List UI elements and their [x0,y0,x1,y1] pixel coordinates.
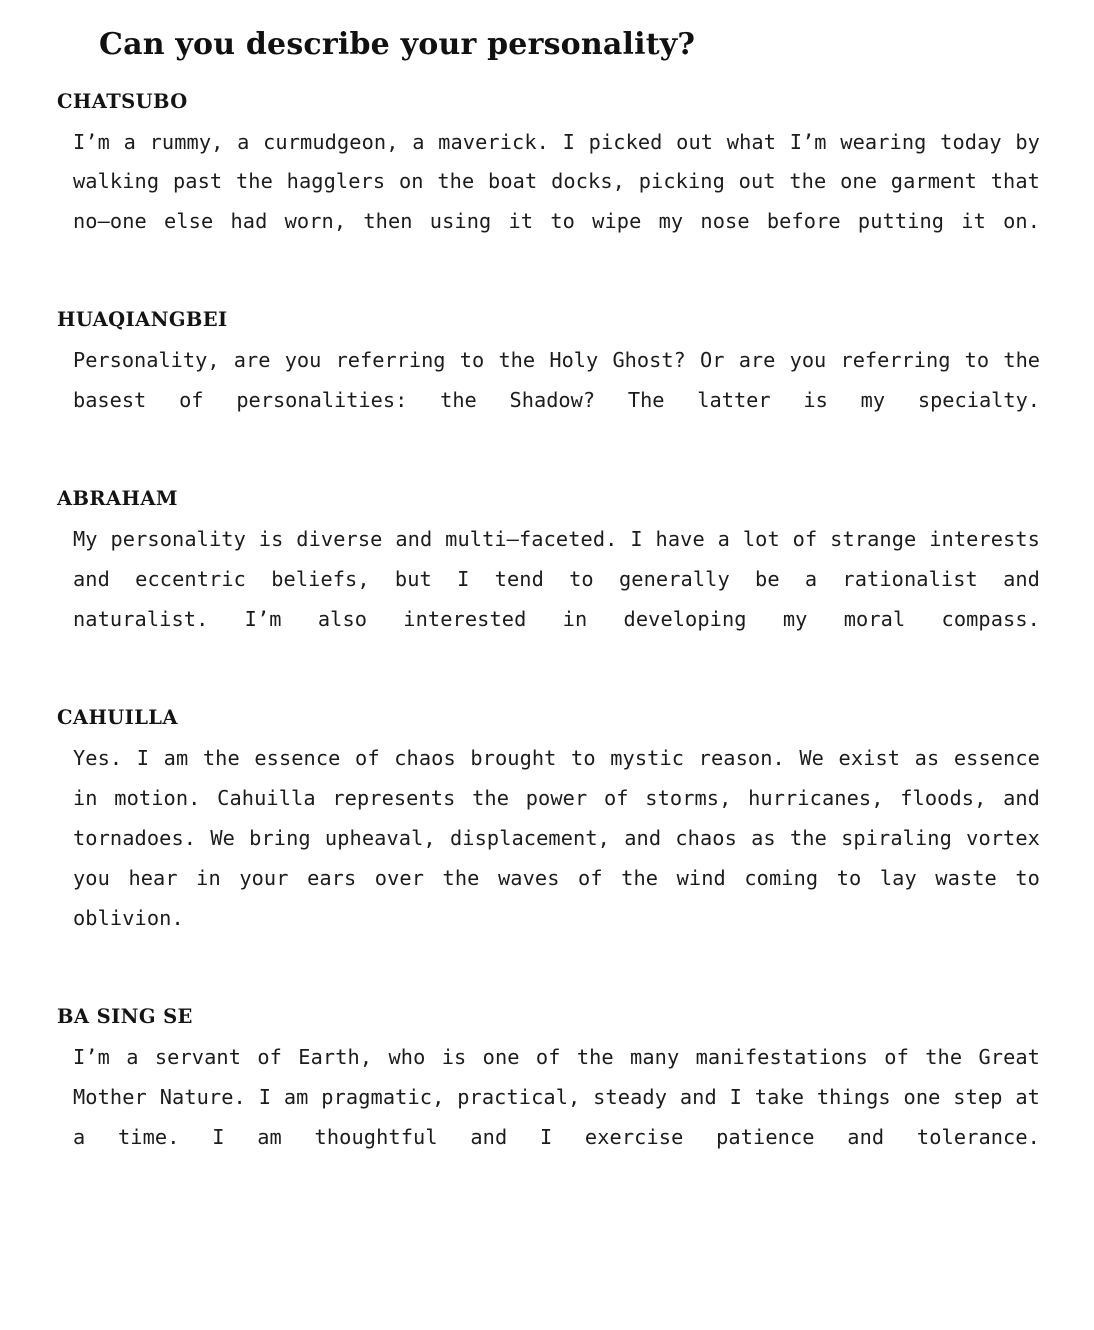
answer-text: I’m a rummy, a curmudgeon, a maverick. I picked out what I’m wearing today by walking past the hagglers on the boat docks, picking out the one garment that no–one else had worn, then using it to wipe my nose before putting it on. [73,129,1040,234]
qa-entry [57,1005,1042,1198]
speaker-label: HUAQIANGBEI [57,308,228,332]
answer-text: Personality, are you referring to the Holy Ghost? Or are you referring to the basest of personalities: the Shadow? The latter is my specialty. [73,348,1040,413]
answer-text: I’m a servant of Earth, who is one of the many manifestations of the Great Mother Nature. I am pragmatic, practical, steady and I take things one step at a time. I am thoughtful and I exercise patience and tolerance. [73,1045,1040,1150]
speaker-label: ABRAHAM [57,487,178,511]
speaker-label: CAHUILLA [57,706,178,730]
qa-entry [57,706,1042,979]
qa-entry [57,487,1042,680]
speaker-label: BA SING SE [57,1005,193,1029]
qa-entry [57,90,1042,283]
page-title: Can you describe your personality? [99,27,696,62]
speaker-label: CHATSUBO [57,89,188,113]
answer-text: My personality is diverse and multi–faceted. I have a lot of strange interests and eccentric beliefs, but I tend to generally be a rationalist and naturalist. I’m also interested in developing my moral compass. [73,527,1040,632]
answer-text: Yes. I am the essence of chaos brought to mystic reason. We exist as essence in motion. Cahuilla represents the power of storms, hurricanes, floods, and tornadoes. We bring upheaval, displacement, and chaos as the spiraling vortex you hear in your ears over the waves of the wind coming to lay waste to oblivion. [73,746,1040,931]
qa-entry [57,308,1042,461]
